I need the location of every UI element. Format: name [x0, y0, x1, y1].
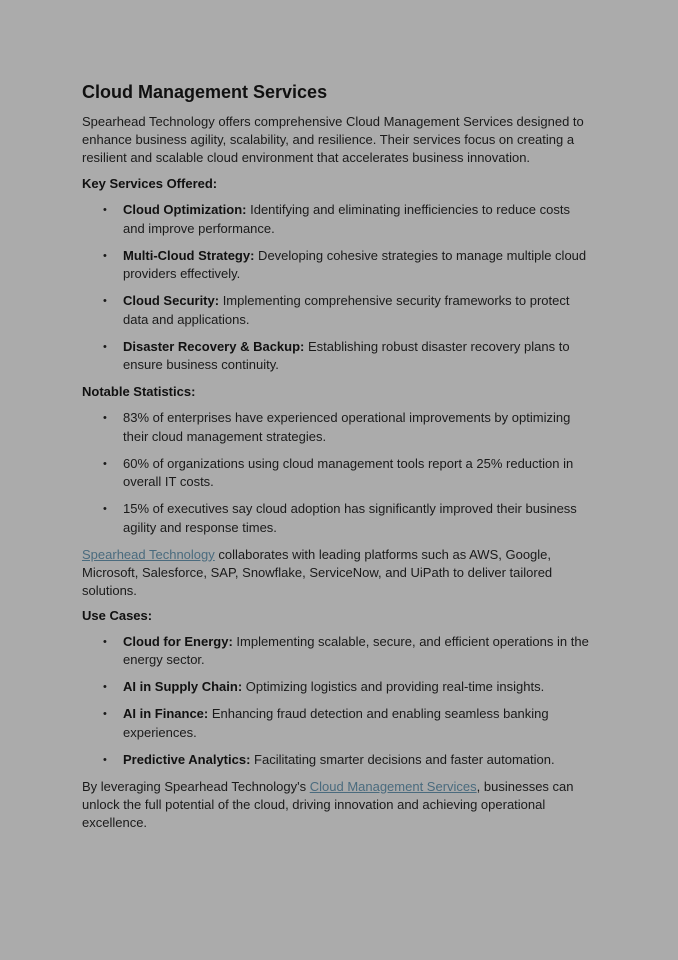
statistic-text: 83% of enterprises have experienced operational improvements by optimizing their cloud management strategies. — [123, 410, 571, 444]
list-item — [82, 705, 594, 742]
use-case-label: Predictive Analytics: — [123, 751, 251, 767]
key-services-heading: Key Services Offered: — [82, 176, 218, 191]
bullet-icon: • — [103, 753, 107, 766]
use-case-text: Implementing scalable, secure, and efficient operations in the energy sector. — [123, 633, 589, 667]
bullet-icon: • — [103, 204, 107, 216]
cloud-management-services-link[interactable]: Cloud Management Services — [309, 778, 477, 794]
service-text: Establishing robust disaster recovery plans to ensure business continuity. — [123, 338, 570, 372]
list-item — [82, 292, 594, 329]
service-label: Multi-Cloud Strategy: — [123, 247, 255, 263]
document-content — [82, 80, 594, 832]
bullet-icon: • — [103, 681, 107, 693]
list-item — [82, 455, 594, 492]
list-item — [82, 751, 594, 770]
bullet-icon: • — [103, 295, 107, 307]
partners-text: collaborates with leading platforms such as AWS, Google, Microsoft, Salesforce, SAP, Snowflake, ServiceNow, and UiPath to deliver tailored solutions. — [82, 546, 553, 598]
list-item — [82, 633, 594, 670]
list-item — [82, 678, 594, 697]
service-label: Cloud Security: — [123, 293, 220, 308]
bullet-icon: • — [103, 457, 107, 470]
partners-paragraph — [82, 546, 594, 600]
bullet-icon: • — [103, 249, 107, 262]
list-item — [82, 247, 594, 284]
use-case-label: AI in Supply Chain: — [123, 679, 243, 694]
use-case-text: Optimizing logistics and providing real-time insights. — [242, 679, 545, 694]
service-text: Identifying and eliminating inefficiencies to reduce costs and improve performance. — [123, 202, 570, 236]
service-text: Implementing comprehensive security frameworks to protect data and applications. — [123, 293, 570, 327]
statistic-text: 60% of organizations using cloud management tools report a 25% reduction in overall IT costs. — [123, 455, 574, 489]
use-case-label: AI in Finance: — [123, 706, 209, 721]
list-item — [82, 338, 594, 375]
use-cases-heading: Use Cases: — [82, 607, 153, 623]
use-case-label: Cloud for Energy: — [123, 633, 233, 649]
list-item — [82, 409, 594, 446]
bullet-icon: • — [103, 340, 107, 353]
use-case-text: Facilitating smarter decisions and faster automation. — [250, 751, 555, 767]
use-cases-list — [82, 633, 594, 770]
list-item — [82, 201, 594, 238]
page-title: Cloud Management Services — [82, 82, 328, 102]
bullet-icon: • — [103, 503, 107, 515]
service-label: Cloud Optimization: — [123, 202, 247, 217]
service-text: Developing cohesive strategies to manage multiple cloud providers effectively. — [123, 247, 587, 281]
statistics-heading: Notable Statistics: — [82, 384, 196, 399]
bullet-icon: • — [103, 412, 107, 424]
statistics-list — [82, 409, 594, 537]
service-label: Disaster Recovery & Backup: — [123, 338, 305, 354]
use-case-text: Enhancing fraud detection and enabling seamless banking experiences. — [123, 706, 549, 740]
key-services-list — [82, 201, 594, 375]
intro-paragraph: Spearhead Technology offers comprehensive Cloud Management Services designed to enhance business agility, scalability, and resilience. Their services focus on creating a resilient and scalable cloud environment that accelerates business innovation. — [82, 114, 584, 165]
list-item — [82, 500, 594, 537]
spearhead-technology-link[interactable]: Spearhead Technology — [82, 546, 215, 562]
bullet-icon: • — [103, 635, 107, 648]
closing-text-before: By leveraging Spearhead Technology's — [82, 778, 310, 794]
statistic-text: 15% of executives say cloud adoption has significantly improved their business agility and response times. — [123, 501, 577, 535]
bullet-icon: • — [103, 708, 107, 720]
closing-paragraph — [82, 778, 594, 832]
closing-text-after: , businesses can unlock the full potential of the cloud, driving innovation and achieving operational excellence. — [82, 778, 574, 830]
